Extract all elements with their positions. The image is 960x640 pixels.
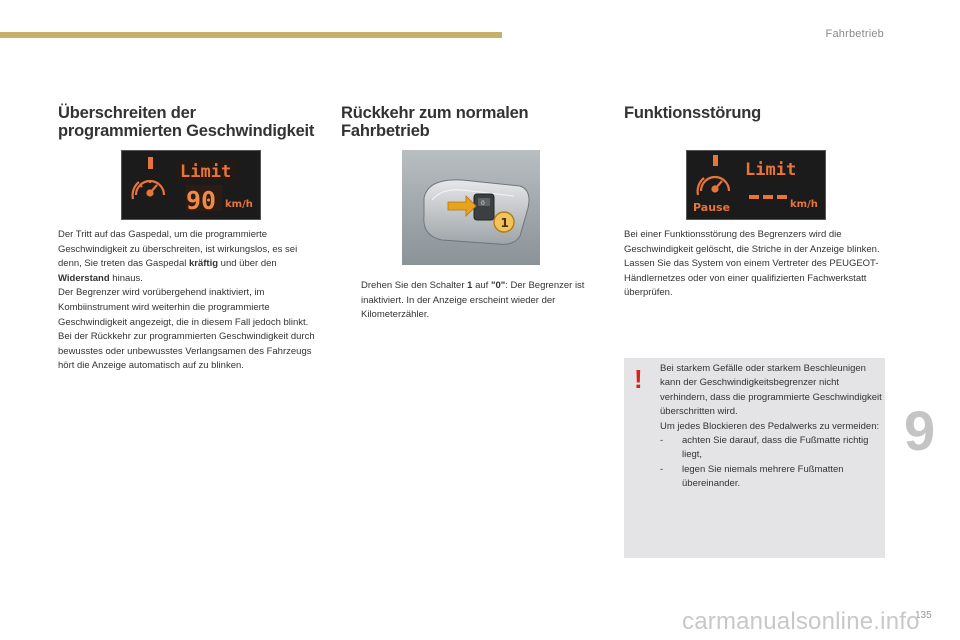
warning-paragraph-2: Um jedes Blockieren des Pedalwerks zu vermeiden: xyxy=(660,420,880,432)
column-exceeding-speed xyxy=(58,104,320,140)
heading-exceeding-speed: Überschreiten der programmierten Geschwindigkeit xyxy=(58,104,315,140)
display-unit: km/h xyxy=(790,199,818,210)
column-return-normal xyxy=(341,104,605,140)
speedometer-limit-screen xyxy=(122,151,260,219)
heading-malfunction: Funktionsstörung xyxy=(624,104,762,122)
switch-zero-label: 0 xyxy=(481,200,485,207)
page-number: 135 xyxy=(915,610,932,621)
text-exceeding-speed xyxy=(58,228,320,374)
display-pause-text: Pause xyxy=(693,201,731,214)
paragraph-malfunction: Bei einer Funktionsstörung des Begrenzers wird die Geschwindigkeit gelöscht, die Striche in der Anzeige blinken. xyxy=(624,229,880,255)
paragraph-return: Bei der Rückkehr zur programmierten Geschwindigkeit durch bewusstes oder unbewusstes Verlangsamen des Fahrzeugs hört die Anzeige automatisch auf zu blinken. xyxy=(58,331,315,372)
steering-switch-photo xyxy=(402,150,540,265)
malfunction-limit-screen xyxy=(687,151,825,219)
dashes-indicator xyxy=(749,195,787,199)
warning-box xyxy=(624,358,885,558)
limit-display-pause xyxy=(686,150,826,220)
limit-indicator-icon xyxy=(148,157,153,169)
column-malfunction xyxy=(624,104,886,122)
warning-text xyxy=(660,362,882,492)
checkbox-bullet-icon xyxy=(341,279,361,323)
display-speed-value: 90 xyxy=(186,186,217,215)
text-malfunction xyxy=(624,228,886,301)
header-accent-bar xyxy=(0,32,502,38)
watermark: carmanualsonline.info xyxy=(682,608,920,635)
section-title: Fahrbetrieb xyxy=(825,28,884,40)
limit-display-90 xyxy=(121,150,261,220)
limiter-switch xyxy=(474,194,494,220)
warning-exclamation-icon: ! xyxy=(634,364,643,394)
text-return-normal xyxy=(341,279,605,323)
paragraph-service: Lassen Sie das System von einem Vertreter des PEUGEOT-Händlernetzes oder von einer qualifizierten Fachwerkstatt überprüfen. xyxy=(624,258,879,299)
svg-text:1: 1 xyxy=(500,216,509,230)
display-unit: km/h xyxy=(225,199,253,210)
chapter-number: 9 xyxy=(904,399,936,462)
warning-list-item: - legen Sie niemals mehrere Fußmatten übereinander. xyxy=(660,463,844,490)
display-limit-text: Limit xyxy=(180,162,232,182)
warning-paragraph-1: Bei starkem Gefälle oder starkem Beschleunigen kann der Geschwindigkeitsbegrenzer nicht verhindern, dass die programmierte Geschwindigkeit überschritten wird. xyxy=(660,363,882,418)
limit-indicator-icon xyxy=(713,155,718,166)
instruction-bullet: Drehen Sie den Schalter 1 auf "0": Der Begrenzer ist inaktiviert. In der Anzeige erscheint wieder der Kilometerzähler. xyxy=(341,279,605,323)
warning-list-item: - achten Sie darauf, dass die Fußmatte richtig liegt, xyxy=(660,435,869,461)
paragraph-inactive: Der Begrenzer wird vorübergehend inaktiviert, im Kombiinstrument wird weiterhin die programmierte Geschwindigkeit angezeigt, die in diesem Fall jedoch blinkt. xyxy=(58,287,309,328)
heading-return-normal: Rückkehr zum normalen Fahrbetrieb xyxy=(341,104,529,140)
stalk-switch-illustration xyxy=(402,150,540,265)
display-limit-text: Limit xyxy=(745,160,797,180)
paragraph-pedal: Der Tritt auf das Gaspedal, um die programmierte Geschwindigkeit zu überschreiten, ist wirkungslos, es sei denn, Sie treten das Gaspedal kräftig und über den Widerstand hinaus. xyxy=(58,229,298,284)
